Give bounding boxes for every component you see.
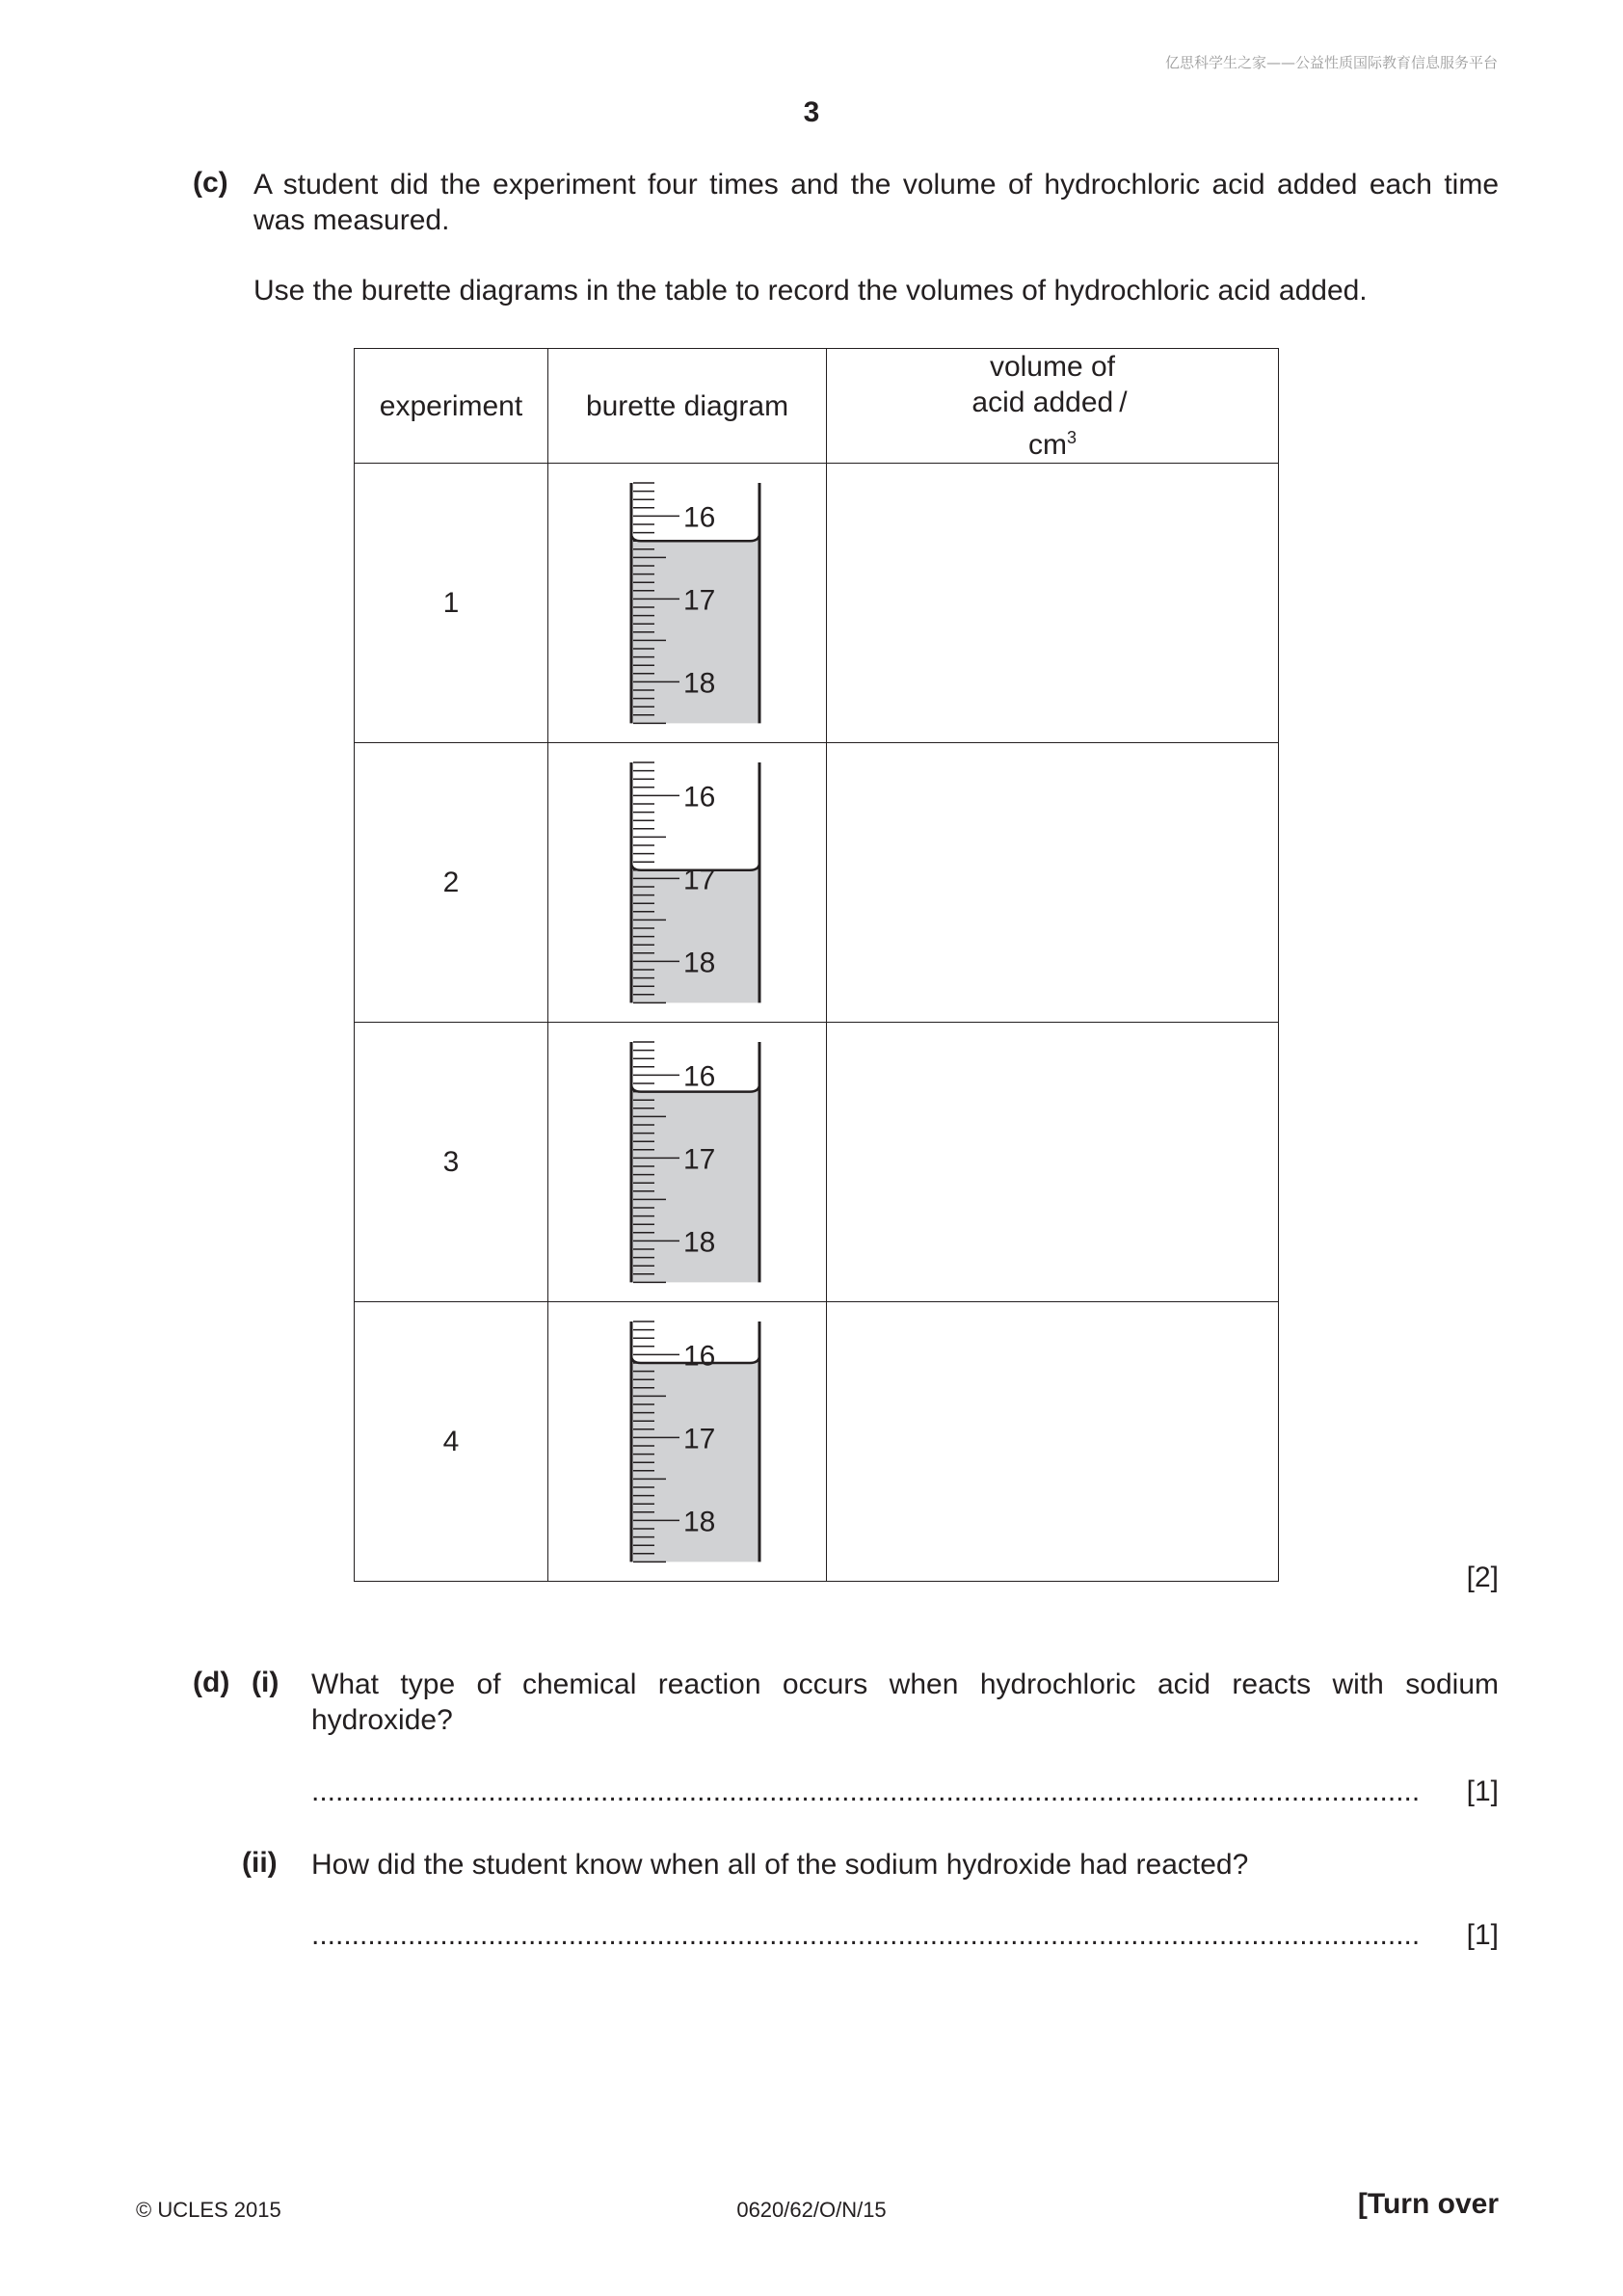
question-d-i-marks: [1] <box>1466 1775 1499 1807</box>
table-header-row <box>355 349 1279 464</box>
page-number: 3 <box>803 96 820 128</box>
burette-cell <box>548 743 827 1023</box>
question-c-label: (c) <box>193 167 228 199</box>
header-volume-text: volume of acid added / cm <box>971 351 1133 461</box>
answer-line-d-i[interactable]: .......................................................................................................................................... <box>311 1775 1421 1807</box>
meniscus-line <box>631 533 759 541</box>
burette-diagram-1 <box>610 478 764 729</box>
question-d-label: (d) <box>193 1667 230 1698</box>
volume-answer-cell[interactable] <box>827 1023 1279 1302</box>
burette-cell <box>548 464 827 743</box>
burette-table <box>354 348 1279 1582</box>
volume-answer-cell[interactable] <box>827 464 1279 743</box>
scale-label: 18 <box>683 1225 716 1258</box>
header-watermark: 亿思科学生之家——公益性质国际教育信息服务平台 <box>1164 54 1498 71</box>
table-row <box>355 1023 1279 1302</box>
scale-label: 16 <box>683 1339 716 1372</box>
header-burette-diagram: burette diagram <box>548 349 827 464</box>
volume-answer-cell[interactable] <box>827 743 1279 1023</box>
burette-diagram-4 <box>610 1317 764 1567</box>
experiment-number: 3 <box>355 1023 548 1302</box>
header-volume <box>827 349 1279 464</box>
footer-turn-over: [Turn over <box>1357 2188 1499 2220</box>
scale-label: 16 <box>683 1059 716 1092</box>
table-row <box>355 1302 1279 1582</box>
scale-label: 17 <box>683 1142 716 1175</box>
experiment-number: 4 <box>355 1302 548 1582</box>
volume-answer-cell[interactable] <box>827 1302 1279 1582</box>
table-row <box>355 464 1279 743</box>
burette-diagram-3 <box>610 1037 764 1288</box>
question-c-marks: [2] <box>1466 1562 1499 1593</box>
answer-line-d-ii[interactable]: .......................................................................................................................................... <box>311 1919 1421 1951</box>
experiment-number: 2 <box>355 743 548 1023</box>
scale-label: 16 <box>683 780 716 813</box>
burette-diagram-2 <box>610 758 764 1008</box>
scale-label: 17 <box>683 583 716 616</box>
experiment-number: 1 <box>355 464 548 743</box>
question-c-text: A student did the experiment four times and the volume of hydrochloric acid added each time was measured. <box>253 169 1499 236</box>
burette-cell <box>548 1023 827 1302</box>
scale-label: 18 <box>683 946 716 978</box>
table-row <box>355 743 1279 1023</box>
question-d-ii-label: (ii) <box>242 1847 278 1879</box>
footer-paper-code: 0620/62/O/N/15 <box>736 2198 887 2222</box>
question-d-ii-text: How did the student know when all of the sodium hydroxide had reacted? <box>311 1849 1249 1881</box>
question-d-ii-marks: [1] <box>1466 1919 1499 1951</box>
question-c-instruction: Use the burette diagrams in the table to record the volumes of hydrochloric acid added. <box>253 275 1368 307</box>
question-d-i-text: What type of chemical reaction occurs when hydrochloric acid reacts with sodium hydroxide? <box>311 1669 1499 1736</box>
scale-label: 17 <box>683 1422 716 1455</box>
scale-label: 17 <box>683 863 716 895</box>
header-experiment: experiment <box>355 349 548 464</box>
unit-superscript: 3 <box>1066 428 1077 447</box>
scale-label: 18 <box>683 1505 716 1537</box>
burette-cell <box>548 1302 827 1582</box>
scale-label: 16 <box>683 500 716 533</box>
question-d-i-label: (i) <box>252 1667 279 1698</box>
footer-copyright: © UCLES 2015 <box>136 2198 281 2222</box>
scale-label: 18 <box>683 666 716 699</box>
